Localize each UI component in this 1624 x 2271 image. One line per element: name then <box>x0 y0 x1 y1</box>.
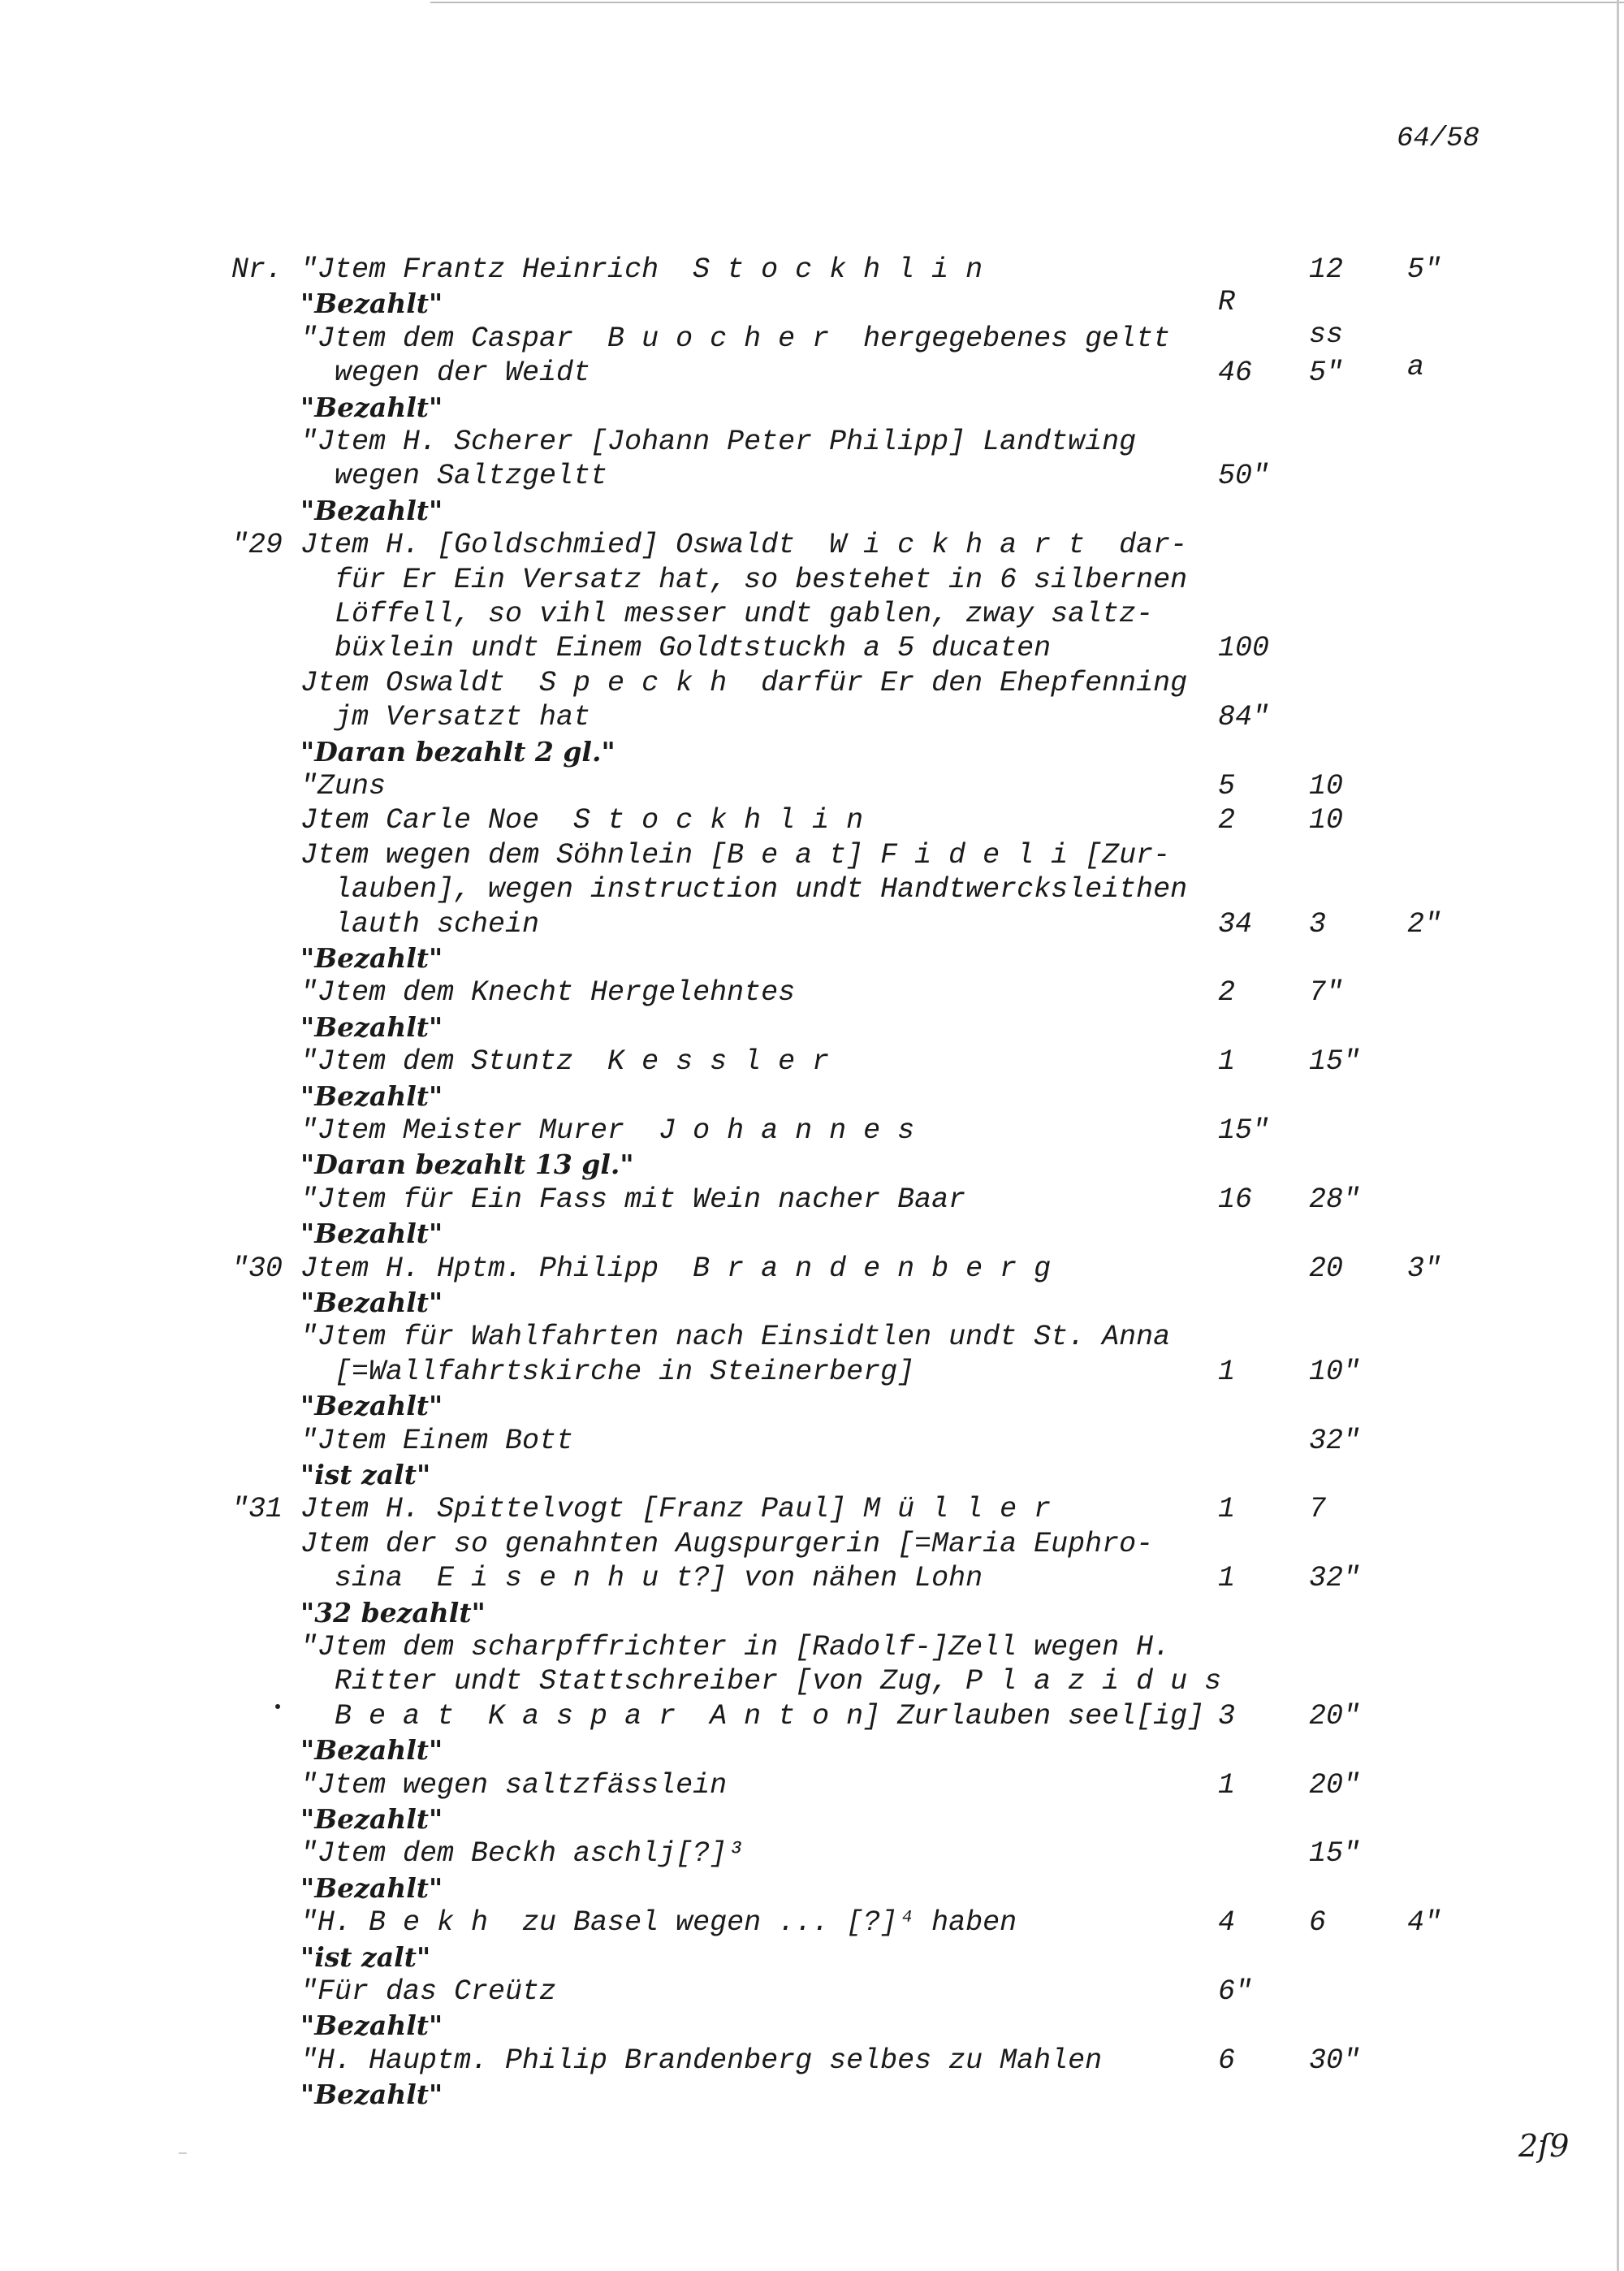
entry-text: "Bezahlt" <box>300 1287 443 1318</box>
ledger-line <box>0 1631 1624 1665</box>
ledger-line <box>0 1700 1624 1734</box>
ledger-line <box>0 1906 1624 1940</box>
header-nr: Nr. <box>231 253 283 286</box>
ledger-line <box>0 1183 1624 1218</box>
entry-text: jm Versatzt hat <box>300 701 591 734</box>
amount-ss: 28" <box>1309 1183 1361 1216</box>
amount-ss: 30" <box>1309 2044 1361 2077</box>
amount-r: 46 <box>1218 357 1253 390</box>
entry-text: "Jtem Meister Murer J o h a n n e s <box>300 1114 915 1147</box>
ledger-line <box>0 1011 1624 1045</box>
ledger-line <box>0 736 1624 770</box>
amount-r: 15" <box>1218 1114 1270 1147</box>
entry-text: Jtem H. Hptm. Philipp B r a n d e n b e r g <box>300 1252 1052 1285</box>
amount-r: 2 <box>1218 804 1236 837</box>
ledger-line <box>0 598 1624 632</box>
entry-text: "Bezahlt" <box>300 1871 443 1904</box>
amount-ss: 20" <box>1309 1699 1361 1732</box>
entry-number: "31 <box>231 1493 283 1526</box>
amount-ss: 20" <box>1309 1768 1361 1802</box>
amount-r: 5 <box>1218 770 1236 802</box>
entry-text: "Jtem für Ein Fass mit Wein nacher Baar <box>300 1183 966 1216</box>
ledger-line <box>0 770 1624 804</box>
amount-ss: 3 <box>1309 907 1327 941</box>
entry-text: Jtem H. [Goldschmied] Oswaldt W i c k h a r t dar- <box>300 529 1188 562</box>
ledger-line <box>0 1252 1624 1287</box>
amount-r: 84" <box>1218 701 1270 734</box>
header-ss: ss <box>1309 318 1344 351</box>
amount-ss: 10 <box>1309 804 1344 837</box>
entry-text: "Bezahlt" <box>300 1734 443 1767</box>
amount-r: 6 <box>1218 2044 1236 2077</box>
ledger-line <box>0 701 1624 735</box>
ledger-line <box>0 1218 1624 1252</box>
ledger-line <box>0 1287 1624 1321</box>
entry-text: "Bezahlt" <box>300 494 443 526</box>
entry-text: "Zuns <box>300 770 387 802</box>
amount-r: 1 <box>1218 1562 1236 1595</box>
entry-text: "Bezahlt" <box>300 1010 443 1043</box>
entry-text: "Bezahlt" <box>300 1079 443 1112</box>
margin-tick <box>179 2152 187 2154</box>
entry-text: "Jtem dem Beckh aschlj[?]³ <box>300 1837 745 1871</box>
entry-text: [=Wallfahrtskirche in Steinerberg] <box>300 1355 915 1388</box>
entry-text: Jtem wegen dem Söhnlein [B e a t] F i d e l i [Zur- <box>300 838 1171 872</box>
ledger-line <box>0 460 1624 494</box>
page-number: 64/58 <box>1397 123 1480 154</box>
amount-ss: 6 <box>1309 1906 1327 1940</box>
ledger-line <box>0 426 1624 460</box>
amount-r: 16 <box>1218 1183 1253 1216</box>
amount-r: 3 <box>1218 1699 1236 1732</box>
entry-text: "Bezahlt" <box>300 2009 443 2042</box>
amount-ss: 15" <box>1309 1837 1361 1871</box>
entry-text: "Jtem Frantz Heinrich S t o c k h l i n <box>300 253 983 286</box>
entry-text: Jtem der so genahnten Augspurgerin [=Maria Euphro- <box>300 1527 1154 1560</box>
amount-r: 6" <box>1218 1975 1253 2008</box>
ledger-line <box>0 1528 1624 1562</box>
entry-text: "Bezahlt" <box>300 2079 443 2111</box>
entry-text: lauben], wegen instruction undt Handtwercksleithen <box>300 873 1188 906</box>
entry-text: "H. Hauptm. Philip Brandenberg selbes zu Mahlen <box>300 2044 1103 2077</box>
ledger-line <box>0 667 1624 701</box>
entry-text: sina E i s e n h u t?] von nähen Lohn <box>300 1562 983 1595</box>
entry-text: "Bezahlt" <box>300 1390 443 1422</box>
ledger-line <box>0 1941 1624 1975</box>
ledger-line <box>0 1045 1624 1079</box>
entry-text: "Jtem dem Caspar B u o c h e r hergegebenes geltt <box>300 322 1171 355</box>
entry-text: Jtem H. Spittelvogt [Franz Paul] M ü l l e r <box>300 1493 1052 1526</box>
ledger-line <box>0 1114 1624 1148</box>
amount-r: 2 <box>1218 976 1236 1010</box>
amount-ss: 32" <box>1309 1424 1361 1457</box>
handwritten-folio-mark: 2ſ9 <box>1518 2128 1570 2164</box>
entry-text: büxlein undt Einem Goldtstuckh a 5 ducaten <box>300 632 1052 665</box>
entry-text: "Bezahlt" <box>300 1803 443 1835</box>
entry-text: "H. B e k h zu Basel wegen ... [?]⁴ haben <box>300 1906 1017 1940</box>
amount-ss: 10" <box>1309 1355 1361 1388</box>
ledger-line <box>0 1459 1624 1493</box>
entry-text: Ritter undt Stattschreiber [von Zug, P l a z i d u s <box>300 1665 1222 1698</box>
entry-text: "Daran bezahlt 2 gl." <box>300 735 615 768</box>
entry-text: "Jtem H. Scherer [Johann Peter Philipp] Landtwing <box>300 426 1137 458</box>
header-a: a <box>1407 351 1425 383</box>
amount-ss: 15" <box>1309 1045 1361 1079</box>
amount-a: 3" <box>1407 1252 1442 1285</box>
entry-text: Jtem Oswaldt S p e c k h darfür Er den Ehepfenning <box>300 666 1188 699</box>
ledger-line <box>0 942 1624 976</box>
ledger-line <box>0 1837 1624 1871</box>
amount-r: 34 <box>1218 907 1253 941</box>
ledger-line <box>0 357 1624 391</box>
amount-ss: 10 <box>1309 770 1344 802</box>
amount-a: 4" <box>1407 1906 1442 1940</box>
margin-dot <box>275 1704 280 1709</box>
entry-text: "Jtem für Wahlfahrten nach Einsidtlen undt St. Anna <box>300 1321 1171 1354</box>
ledger-line <box>0 1769 1624 1803</box>
entry-text: "Jtem dem Stuntz K e s s l e r <box>300 1045 830 1079</box>
ledger-line <box>0 288 1624 322</box>
amount-r: 4 <box>1218 1906 1236 1940</box>
ledger-line <box>0 2044 1624 2079</box>
entry-text: Jtem Carle Noe S t o c k h l i n <box>300 804 864 837</box>
entry-text: "Bezahlt" <box>300 1218 443 1250</box>
entry-text: "Jtem dem scharpffrichter in [Radolf-]Zell wegen H. <box>300 1631 1171 1663</box>
ledger-line <box>0 976 1624 1010</box>
ledger-line <box>0 2079 1624 2113</box>
ledger-line <box>0 839 1624 873</box>
entry-text: "Jtem Einem Bott <box>300 1424 574 1457</box>
ledger-line <box>0 804 1624 838</box>
entry-text: B e a t K a s p a r A n t o n] Zurlauben seel[ig] <box>300 1699 1205 1732</box>
entry-text: "Bezahlt" <box>300 288 443 320</box>
ledger-line <box>0 1425 1624 1459</box>
entry-text: wegen Saltzgeltt <box>300 460 608 493</box>
amount-ss: 7" <box>1309 976 1344 1010</box>
header-r: R <box>1218 286 1236 318</box>
ledger-line <box>0 1356 1624 1390</box>
entry-text: lauth schein <box>300 907 540 941</box>
ledger-line <box>0 1872 1624 1906</box>
entry-text: "Bezahlt" <box>300 942 443 974</box>
amount-a: 2" <box>1407 907 1442 941</box>
amount-ss: 12 <box>1309 253 1344 286</box>
ledger-line <box>0 495 1624 529</box>
ledger-line <box>0 322 1624 357</box>
ledger-line <box>0 1390 1624 1424</box>
ledger-line <box>0 908 1624 942</box>
entry-text: "ist zalt" <box>300 1459 431 1490</box>
entry-number: "29 <box>231 529 283 562</box>
amount-ss: 20 <box>1309 1252 1344 1285</box>
amount-r: 1 <box>1218 1768 1236 1802</box>
ledger-line <box>0 1734 1624 1768</box>
ledger-line <box>0 1562 1624 1596</box>
ledger-line <box>0 1597 1624 1631</box>
entry-text: für Er Ein Versatz hat, so bestehet in 6 silbernen <box>300 563 1188 596</box>
entry-text: "32 bezahlt" <box>300 1596 486 1629</box>
ledger-line <box>0 1493 1624 1527</box>
ledger-line <box>0 1803 1624 1837</box>
ledger-line <box>0 1080 1624 1114</box>
ledger-line <box>0 2009 1624 2044</box>
top-border <box>430 2 1624 3</box>
ledger-line <box>0 1321 1624 1355</box>
amount-ss: 7 <box>1309 1493 1327 1526</box>
amount-r: 50" <box>1218 460 1270 493</box>
ledger-line <box>0 564 1624 598</box>
ledger-line <box>0 529 1624 563</box>
entry-text: "Für das Creütz <box>300 1975 557 2008</box>
amount-r: 1 <box>1218 1045 1236 1079</box>
entry-text: Löffell, so vihl messer undt gablen, zway saltz- <box>300 598 1154 630</box>
amount-ss: 5" <box>1309 357 1344 390</box>
amount-r: 1 <box>1218 1493 1236 1526</box>
amount-a: 5" <box>1407 253 1442 286</box>
entry-number: "30 <box>231 1252 283 1285</box>
ledger-line <box>0 391 1624 426</box>
entry-text: "Jtem wegen saltzfässlein <box>300 1768 728 1802</box>
ledger-line <box>0 632 1624 666</box>
entry-text: "ist zalt" <box>300 1940 431 1973</box>
amount-r: 100 <box>1218 632 1270 665</box>
entry-text: "Bezahlt" <box>300 391 443 423</box>
ledger-line <box>0 1148 1624 1183</box>
entry-text: "Daran bezahlt 13 gl." <box>300 1148 634 1181</box>
ledger-line <box>0 1665 1624 1699</box>
ledger-line <box>0 1975 1624 2009</box>
amount-r: 1 <box>1218 1355 1236 1388</box>
entry-text: wegen der Weidt <box>300 357 591 390</box>
ledger-line <box>0 873 1624 907</box>
ledger-line <box>0 253 1624 288</box>
entry-text: "Jtem dem Knecht Hergelehntes <box>300 976 796 1010</box>
amount-ss: 32" <box>1309 1562 1361 1595</box>
